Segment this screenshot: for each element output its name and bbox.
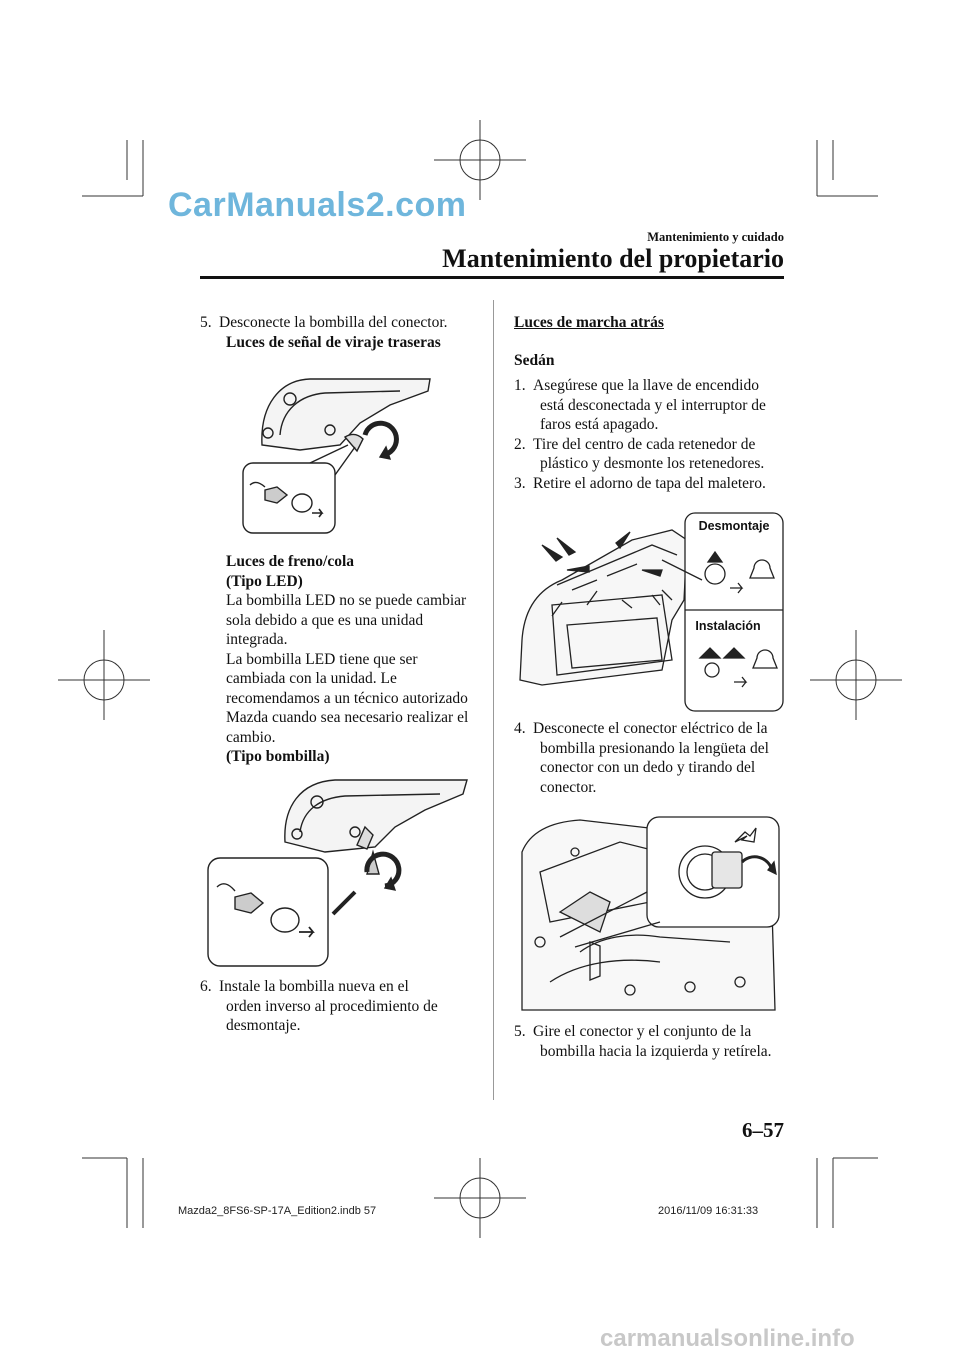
- led-type-label: (Tipo LED): [226, 572, 303, 590]
- step-text: Desconecte la bombilla del conector.: [219, 314, 448, 331]
- step-text: Gire el conector y el conjunto de la: [533, 1023, 752, 1040]
- step-text-cont: conector con un dedo y tirando del: [540, 759, 756, 776]
- led-note-line-2: sola debido a que es una unidad: [226, 611, 424, 629]
- step-number: 4.: [514, 720, 526, 737]
- step-text: Desconecte el conector eléctrico de la: [533, 720, 768, 737]
- left-step-6: [200, 977, 490, 1036]
- right-step-4: [514, 719, 789, 797]
- brake-light-section: [226, 552, 496, 767]
- header-rule: [200, 276, 784, 279]
- brake-bulb-illustration: [205, 772, 475, 972]
- step-text: Instale la bombilla nueva en el: [219, 978, 409, 995]
- turn-signal-illustration: [240, 365, 440, 535]
- step-text-cont: bombilla presionando la lengüeta del: [540, 739, 769, 757]
- watermark-logo: CarManuals2.com: [168, 186, 467, 224]
- connector-illustration: [520, 812, 782, 1012]
- step-text-cont: faros está apagado.: [540, 416, 659, 433]
- step-text: Tire del centro de cada retenedor de: [533, 435, 756, 453]
- section-label: Mantenimiento y cuidado: [647, 230, 784, 244]
- reverse-lights-section: [514, 313, 789, 493]
- step-number: 6.: [200, 978, 212, 995]
- left-step-5: [200, 313, 480, 352]
- step-number: 5.: [200, 314, 212, 331]
- footer-filename: Mazda2_8FS6-SP-17A_Edition2.indb 57: [178, 1205, 377, 1217]
- subheading-turn-signal: Luces de señal de viraje traseras: [226, 333, 441, 351]
- step-text-cont: desmontaje.: [226, 1017, 301, 1034]
- step-text-cont: conector.: [540, 778, 597, 796]
- led-note-line-4: La bombilla LED tiene que ser: [226, 650, 418, 668]
- step-number: 3.: [514, 474, 526, 492]
- removal-label: Desmontaje: [698, 519, 770, 533]
- step-text-cont: bombilla hacia la izquierda y retírela.: [540, 1042, 772, 1060]
- right-step-5: [514, 1022, 789, 1061]
- led-note-line-3: integrada.: [226, 631, 288, 648]
- led-note-line-1: La bombilla LED no se puede cambiar: [226, 592, 467, 609]
- page-number: 6–57: [742, 1118, 784, 1142]
- step-text-cont: orden inverso al procedimiento de: [226, 997, 438, 1015]
- right-step-2: [514, 435, 789, 474]
- site-footer-watermark: carmanualsonline.info: [600, 1325, 855, 1352]
- step-number: 2.: [514, 435, 526, 453]
- install-label: Instalación: [695, 619, 761, 633]
- led-note-line-6: recomendamos a un técnico autorizado: [226, 689, 468, 707]
- right-step-3: [514, 474, 789, 494]
- led-note-line-5: cambiada con la unidad. Le: [226, 670, 397, 687]
- footer-timestamp: 2016/11/09 16:31:33: [658, 1205, 759, 1217]
- trunk-trim-illustration: [512, 510, 787, 715]
- step-number: 1.: [514, 377, 526, 394]
- step-text: Asegúrese que la llave de encendido: [533, 377, 759, 394]
- led-note-line-8: cambio.: [226, 728, 276, 746]
- bulb-type-label: (Tipo bombilla): [226, 748, 330, 765]
- led-note-line-7: Mazda cuando sea necesario realizar el: [226, 709, 469, 726]
- step-text-cont: plástico y desmonte los retenedores.: [540, 455, 765, 472]
- step-text-cont: está desconectada y el interruptor de: [540, 396, 766, 414]
- subheading-sedan: Sedán: [514, 351, 555, 369]
- section-heading-reverse: Luces de marcha atrás: [514, 314, 664, 331]
- subheading-brake-tail: Luces de freno/cola: [226, 553, 355, 570]
- step-text: Retire el adorno de tapa del maletero.: [533, 474, 766, 492]
- page-title: Mantenimiento del propietario: [442, 244, 784, 273]
- right-step-1: [514, 376, 789, 435]
- step-number: 5.: [514, 1023, 526, 1040]
